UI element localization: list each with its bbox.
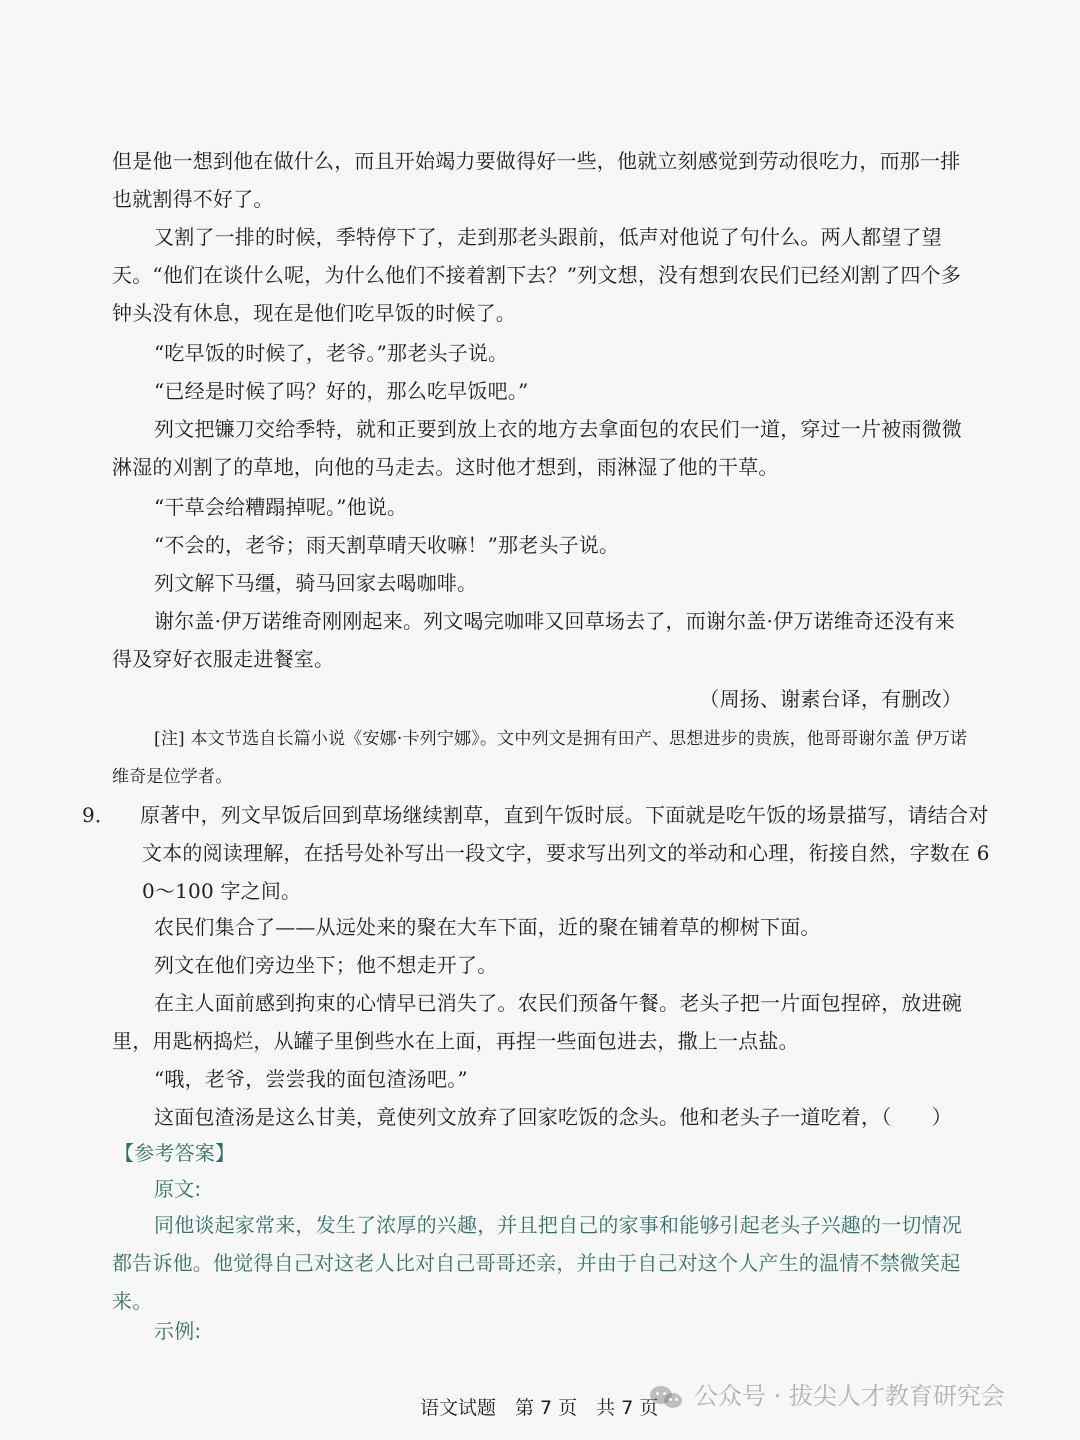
passage-line-4: “哦，老爷，尝尝我的面包渣汤吧。” bbox=[154, 1067, 468, 1091]
paragraph-1: 但是他一想到他在做什么，而且开始竭力要做得好一些，他就立刻感觉到劳动很吃力，而那一排也就割得不好了。 bbox=[112, 149, 961, 211]
passage-line-2: 列文在他们旁边坐下；他不想走开了。 bbox=[154, 953, 498, 977]
question-number: 9． bbox=[82, 803, 116, 827]
translator-credit: （周扬、谢素台译，有删改） bbox=[699, 687, 962, 711]
paragraph-7: “不会的，老爷；雨天割草晴天收嘛！”那老头子说。 bbox=[154, 533, 620, 557]
passage-line-1: 农民们集合了——从远处来的聚在大车下面，近的聚在铺着草的柳树下面。 bbox=[154, 915, 821, 939]
original-label: 原文: bbox=[154, 1177, 202, 1201]
passage-line-3: 在主人面前感到拘束的心情早已消失了。农民们预备午餐。老头子把一片面包捏碎，放进碗里，用匙柄捣烂，从罐子里倒些水在上面，再捏一些面包进去，撒上一点盐。 bbox=[112, 991, 962, 1053]
paragraph-6: “干草会给糟蹋掉呢。”他说。 bbox=[154, 495, 408, 519]
paragraph-9: 谢尔盖·伊万诺维奇刚刚起来。列文喝完咖啡又回草场去了，而谢尔盖·伊万诺维奇还没有来得及穿好衣服走进餐室。 bbox=[112, 609, 955, 671]
paragraph-4: “已经是时候了吗？好的，那么吃早饭吧。” bbox=[154, 379, 529, 403]
paragraph-5: 列文把镰刀交给季特，就和正要到放上衣的地方去拿面包的农民们一道，穿过一片被雨微微淋湿的刈割了的草地，向他的马走去。这时他才想到，雨淋湿了他的干草。 bbox=[112, 417, 962, 479]
answer-title: 【参考答案】 bbox=[114, 1141, 236, 1165]
watermark bbox=[650, 1376, 1050, 1416]
wechat-icon bbox=[650, 1383, 684, 1409]
paragraph-8: 列文解下马缰，骑马回家去喝咖啡。 bbox=[154, 571, 478, 595]
passage-line-5: 这面包渣汤是这么甘美，竟使列文放弃了回家吃饭的念头。他和老头子一道吃着，（ ） bbox=[154, 1105, 952, 1129]
example-label: 示例: bbox=[154, 1319, 202, 1343]
paragraph-3: “吃早饭的时候了，老爷。”那老头子说。 bbox=[154, 341, 509, 365]
watermark-text: 公众号 · 拔尖人才教育研究会 bbox=[694, 1382, 1005, 1410]
footer-page-info: 语文试题 第 7 页 共 7 页 bbox=[420, 1397, 659, 1419]
paragraph-2: 又割了一排的时候，季特停下了，走到那老头跟前，低声对他说了句什么。两人都望了望天。“他们在谈什么呢，为什么他们不接着割下去？”列文想，没有想到农民们已经刈割了四个多钟头没有休息，现在是他们吃早饭的时候了。 bbox=[112, 225, 962, 325]
question-text: 原著中，列文早饭后回到草场继续割草，直到午饭时辰。下面就是吃午饭的场景描写，请结合对文本的阅读理解，在括号处补写出一段文字，要求写出列文的举动和心理，衔接自然，字数在 60～100 字之间。 bbox=[140, 803, 990, 903]
footnote: [注] 本文节选自长篇小说《安娜·卡列宁娜》。文中列文是拥有田产、思想进步的贵族，他哥哥谢尔盖 伊万诺维奇是位学者。 bbox=[112, 729, 968, 787]
original-text: 同他谈起家常来，发生了浓厚的兴趣，并且把自己的家事和能够引起老头子兴趣的一切情况都告诉他。他觉得自己对这老人比对自己哥哥还亲，并由于自己对这个人产生的温情不禁微笑起来。 bbox=[112, 1213, 962, 1313]
question-9 bbox=[82, 796, 1002, 910]
